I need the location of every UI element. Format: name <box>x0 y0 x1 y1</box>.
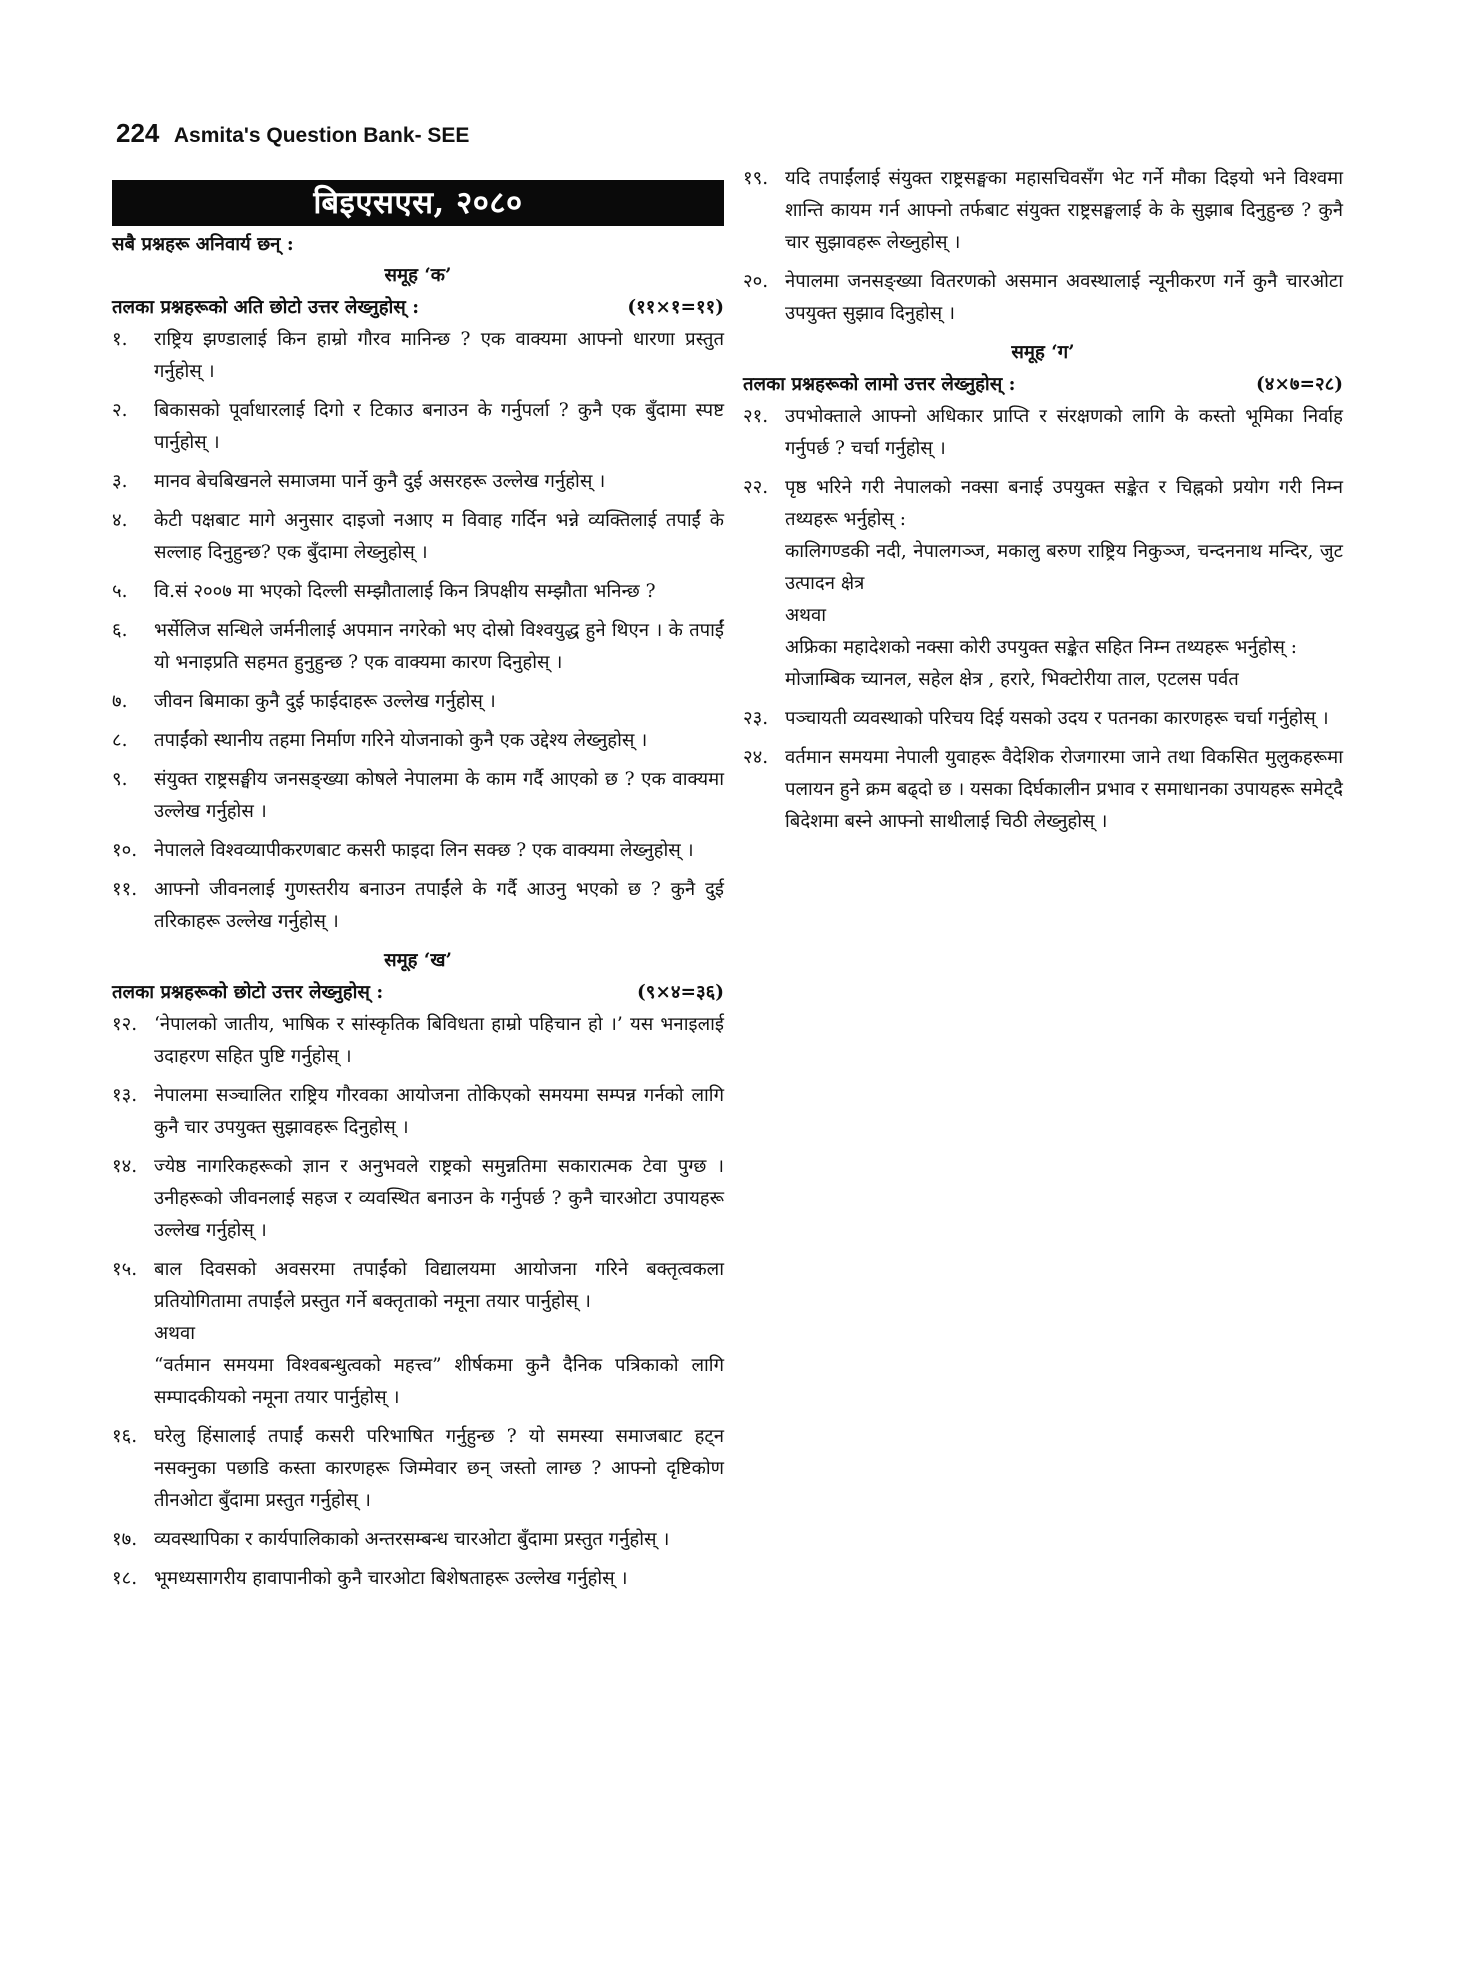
group-kha-heading <box>112 977 724 1009</box>
question-number: ७. <box>112 691 128 712</box>
group-ga-title: समूह ‘ग’ <box>1011 342 1075 363</box>
general-instruction: सबै प्रश्नहरू अनिवार्य छन् : <box>112 234 294 255</box>
question-text: जीवन बिमाका कुनै दुई फाईदाहरू उल्लेख गर्नुहोस् । <box>154 691 496 712</box>
question-17 <box>112 1524 724 1556</box>
question-number: ८. <box>112 730 128 751</box>
question-text: नेपालले विश्वव्यापीकरणबाट कसरी फाइदा लिन सक्छ ? एक वाक्यमा लेख्नुहोस् । <box>154 840 694 861</box>
alternative-map-items-list: मोजाम्बिक च्यानल, सहेल क्षेत्र , हरारे, भिक्टोरीया ताल, एटलस पर्वत <box>785 669 1239 690</box>
question-body <box>785 472 1343 696</box>
book-title: Asmita's Question Bank- SEE <box>173 124 470 147</box>
question-21 <box>743 401 1343 465</box>
question-text: बिकासको पूर्वाधारलाई दिगो र टिकाउ बनाउन के गर्नुपर्ला ? कुनै एक बुँदामा स्पष्ट पार्नुहोस् । <box>154 400 724 453</box>
exam-title: बिइएसएस, २०८० <box>112 180 724 226</box>
question-19 <box>743 163 1343 259</box>
question-number: १६. <box>112 1426 138 1447</box>
question-text: भर्सेलिज सन्धिले जर्मनीलाई अपमान नगरेको भए दोस्रो विश्वयुद्ध हुने थिएन । के तपाईं यो भनाइप्रति सहमत हुनुहुन्छ ? एक वाक्यमा कारण दिनुहोस् । <box>154 620 724 673</box>
or-label: अथवा <box>154 1323 196 1344</box>
question-number: १७. <box>112 1529 138 1550</box>
question-text: संयुक्त राष्ट्रसङ्घीय जनसङ्ख्या कोषले नेपालमा के काम गर्दै आएको छ ? एक वाक्यमा उल्लेख गर्नुहोस । <box>154 769 724 822</box>
page-header <box>116 118 469 149</box>
group-ka-instruction: तलका प्रश्नहरूको अति छोटो उत्तर लेख्नुहोस् : <box>112 297 420 318</box>
question-number: ११. <box>112 879 138 900</box>
question-text: तपाईंको स्थानीय तहमा निर्माण गरिने योजनाको कुनै एक उद्देश्य लेख्नुहोस् । <box>154 730 648 751</box>
group-kha-title: समूह ‘ख’ <box>384 950 452 971</box>
group-ga-marks: (४×७=२८) <box>1256 374 1343 395</box>
question-number: २३. <box>743 708 769 729</box>
question-number: ४. <box>112 510 128 531</box>
question-text: राष्ट्रिय झण्डालाई किन हाम्रो गौरव मानिन्छ ? एक वाक्यमा आफ्नो धारणा प्रस्तुत गर्नुहोस् । <box>154 329 724 382</box>
question-text: पृष्ठ भरिने गरी नेपालको नक्सा बनाई उपयुक्त सङ्केत र चिह्नको प्रयोग गरी निम्न तथ्यहरू भर्नुहोस् : <box>785 477 1343 530</box>
right-column <box>743 163 1343 845</box>
question-text: व्यवस्थापिका र कार्यपालिकाको अन्तरसम्बन्ध चारओटा बुँदामा प्रस्तुत गर्नुहोस् । <box>154 1529 670 1550</box>
question-6 <box>112 615 724 679</box>
group-ga-instruction: तलका प्रश्नहरूको लामो उत्तर लेख्नुहोस् : <box>743 374 1016 395</box>
question-number: २०. <box>743 271 769 292</box>
or-label: अथवा <box>785 605 827 626</box>
group-kha-instruction: तलका प्रश्नहरूको छोटो उत्तर लेख्नुहोस् : <box>112 982 384 1003</box>
group-ka-heading <box>112 292 724 324</box>
question-10 <box>112 835 724 867</box>
question-24 <box>743 742 1343 838</box>
question-number: १८. <box>112 1568 138 1589</box>
alternative-question: “वर्तमान समयमा विश्वबन्धुत्वको महत्त्व” शीर्षकमा कुनै दैनिक पत्रिकाको लागि सम्पादकीयको नमूना तयार पार्नुहोस् । <box>154 1355 724 1408</box>
question-text: पञ्चायती व्यवस्थाको परिचय दिई यसको उदय र पतनका कारणहरू चर्चा गर्नुहोस् । <box>785 708 1329 729</box>
question-body <box>154 1254 724 1414</box>
question-7 <box>112 686 724 718</box>
map-items-list: कालिगण्डकी नदी, नेपालगञ्ज, मकालु बरुण राष्ट्रिय निकुञ्ज, चन्दननाथ मन्दिर, जुट उत्पादन क्षेत्र <box>785 541 1343 594</box>
question-number: १४. <box>112 1156 138 1177</box>
group-ka-title: समूह ‘क’ <box>384 265 452 286</box>
question-text: भूमध्यसागरीय हावापानीको कुनै चारओटा बिशेषताहरू उल्लेख गर्नुहोस् । <box>154 1568 628 1589</box>
question-text: वर्तमान समयमा नेपाली युवाहरू वैदेशिक रोजगारमा जाने तथा विकसित मुलुकहरूमा पलायन हुने क्रम बढ्दो छ । यसका दिर्घकालीन प्रभाव र समाधानका उपायहरू समेट्दै बिदेशमा बस्ने आफ्नो साथीलाई चिठी लेख्नुहोस् । <box>785 747 1343 832</box>
question-2 <box>112 395 724 459</box>
question-9 <box>112 764 724 828</box>
question-number: १०. <box>112 840 138 861</box>
question-12 <box>112 1009 724 1073</box>
question-text: घरेलु हिंसालाई तपाईं कसरी परिभाषित गर्नुहुन्छ ? यो समस्या समाजबाट हट्न नसक्नुका पछाडि कस्ता कारणहरू जिम्मेवार छन् जस्तो लाग्छ ? आफ्नो दृष्टिकोण तीनओटा बुँदामा प्रस्तुत गर्नुहोस् । <box>154 1426 724 1511</box>
question-number: २१. <box>743 406 769 427</box>
question-8 <box>112 725 724 757</box>
question-number: १. <box>112 329 128 350</box>
question-1 <box>112 324 724 388</box>
group-kha-marks: (९×४=३६) <box>637 982 724 1003</box>
question-22 <box>743 472 1343 696</box>
question-23 <box>743 703 1343 735</box>
question-text: मानव बेचबिखनले समाजमा पार्ने कुनै दुई असरहरू उल्लेख गर्नुहोस् । <box>154 471 606 492</box>
question-number: २४. <box>743 747 769 768</box>
question-text: आफ्नो जीवनलाई गुणस्तरीय बनाउन तपाईंले के गर्दै आउनु भएको छ ? कुनै दुई तरिकाहरू उल्लेख गर्नुहोस् । <box>154 879 724 932</box>
question-number: १२. <box>112 1014 138 1035</box>
question-text: नेपालमा सञ्चालित राष्ट्रिय गौरवका आयोजना तोकिएको समयमा सम्पन्न गर्नको लागि कुनै चार उपयुक्त सुझावहरू दिनुहोस् । <box>154 1085 724 1138</box>
question-text: ‘नेपालको जातीय, भाषिक र सांस्कृतिक बिविधता हाम्रो पहिचान हो ।’ यस भनाइलाई उदाहरण सहित पुष्टि गर्नुहोस् । <box>154 1014 724 1067</box>
question-number: १५. <box>112 1259 138 1280</box>
question-number: १३. <box>112 1085 138 1106</box>
question-number: ३. <box>112 471 128 492</box>
question-number: १९. <box>743 168 769 189</box>
question-11 <box>112 874 724 938</box>
question-number: ९. <box>112 769 128 790</box>
question-number: ६. <box>112 620 128 641</box>
question-text: नेपालमा जनसङ्ख्या वितरणको असमान अवस्थालाई न्यूनीकरण गर्ने कुनै चारओटा उपयुक्त सुझाव दिनुहोस् । <box>785 271 1343 324</box>
question-3 <box>112 466 724 498</box>
question-text: वि.सं २००७ मा भएको दिल्ली सम्झौतालाई किन त्रिपक्षीय सम्झौता भनिन्छ ? <box>154 581 656 602</box>
question-text: यदि तपाईंलाई संयुक्त राष्ट्रसङ्घका महासचिवसँग भेट गर्ने मौका दिइयो भने विश्वमा शान्ति कायम गर्न आफ्नो तर्फबाट संयुक्त राष्ट्रसङ्घलाई के के सुझाब दिनुहुन्छ ? कुनै चार सुझावहरू लेख्नुहोस् । <box>785 168 1343 253</box>
question-18 <box>112 1563 724 1595</box>
question-number: २२. <box>743 477 769 498</box>
question-14 <box>112 1151 724 1247</box>
question-15 <box>112 1254 724 1414</box>
question-text: उपभोक्ताले आफ्नो अधिकार प्राप्ति र संरक्षणको लागि के कस्तो भूमिका निर्वाह गर्नुपर्छ ? चर्चा गर्नुहोस् । <box>785 406 1343 459</box>
question-5 <box>112 576 724 608</box>
question-4 <box>112 505 724 569</box>
question-number: २. <box>112 400 128 421</box>
group-ka-marks: (११×१=११) <box>627 297 724 318</box>
question-text: केटी पक्षबाट मागे अनुसार दाइजो नआए म विवाह गर्दिन भन्ने व्यक्तिलाई तपाईं के सल्लाह दिनुहुन्छ? एक बुँदामा लेख्नुहोस् । <box>154 510 724 563</box>
question-text: ज्येष्ठ नागरिकहरूको ज्ञान र अनुभवले राष्ट्रको समुन्नतिमा सकारात्मक टेवा पुग्छ । उनीहरूको जीवनलाई सहज र व्यवस्थित बनाउन के गर्नुपर्छ ? कुनै चारओटा उपायहरू उल्लेख गर्नुहोस् । <box>154 1156 724 1241</box>
question-20 <box>743 266 1343 330</box>
question-13 <box>112 1080 724 1144</box>
page-number: 224 <box>116 118 160 148</box>
question-text: बाल दिवसको अवसरमा तपाईंको विद्यालयमा आयोजना गरिने बक्तृत्वकला प्रतियोगितामा तपाईंले प्रस्तुत गर्ने बक्तृताको नमूना तयार पार्नुहोस् । <box>154 1259 724 1312</box>
question-number: ५. <box>112 581 128 602</box>
left-column <box>112 180 724 1602</box>
group-ga-heading <box>743 369 1343 401</box>
question-16 <box>112 1421 724 1517</box>
alternative-question: अफ्रिका महादेशको नक्सा कोरी उपयुक्त सङ्केत सहित निम्न तथ्यहरू भर्नुहोस् : <box>785 637 1298 658</box>
